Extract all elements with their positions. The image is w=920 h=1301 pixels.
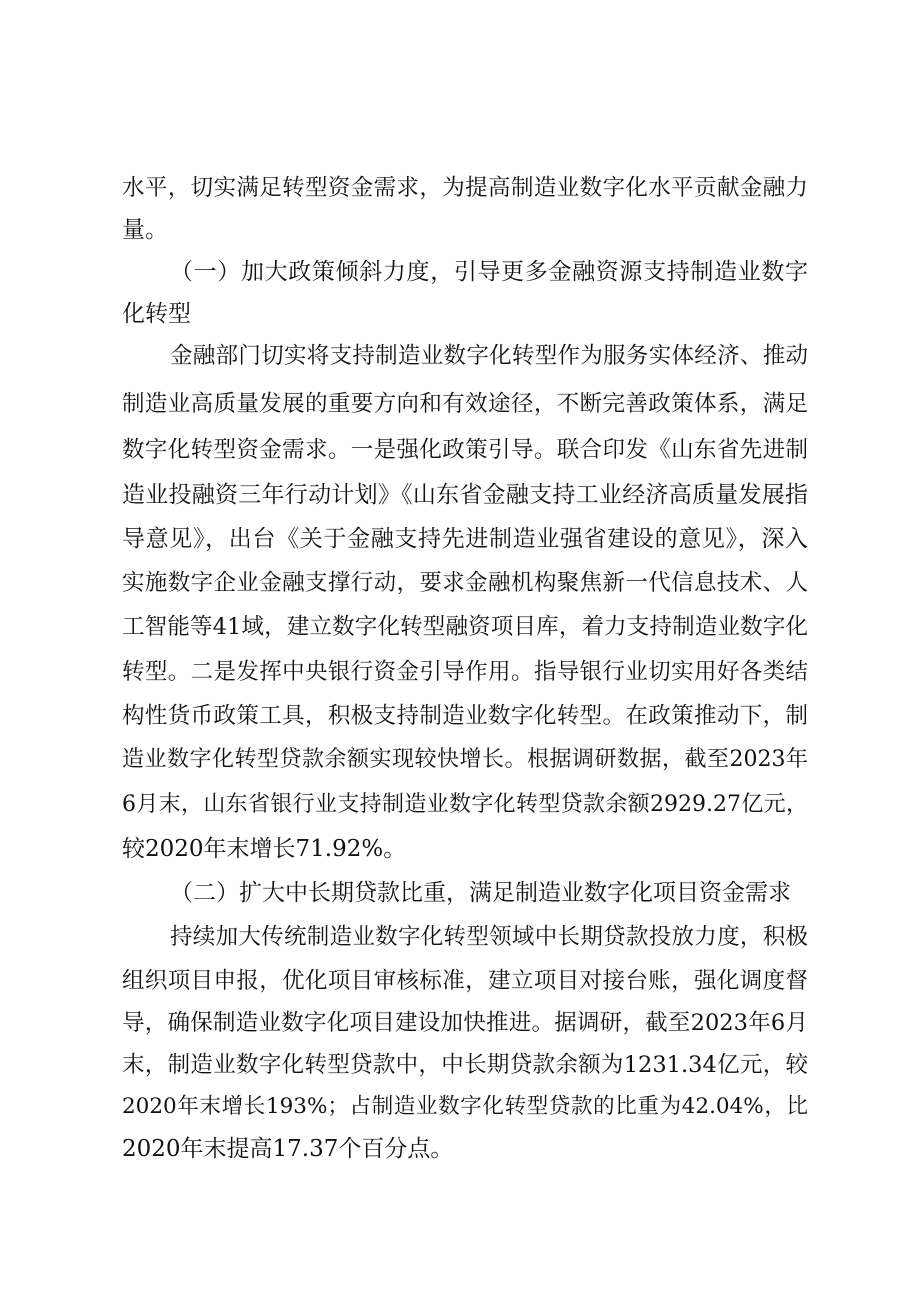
- paragraph-3-line-4: 末，制造业数字化转型贷款中，中长期贷款余额为1231.34亿元，较: [122, 1052, 808, 1078]
- heading-2-line-1: （二）扩大中长期贷款比重，满足制造业数字化项目资金需求: [170, 880, 791, 906]
- paragraph-2-line-6: 实施数字企业金融支撑行动，要求金融机构聚焦新一代信息技术、人: [122, 570, 808, 596]
- paragraph-2-line-3: 数字化转型资金需求。一是强化政策引导。联合印发《山东省先进制: [122, 437, 808, 463]
- paragraph-2-line-8: 转型。二是发挥中央银行资金引导作用。指导银行业切实用好各类结: [122, 659, 808, 685]
- paragraph-3-line-3: 导，确保制造业数字化项目建设加快推进。据调研，截至2023年6月: [122, 1010, 808, 1036]
- paragraph-1-line-1: 水平，切实满足转型资金需求，为提高制造业数字化水平贡献金融力: [122, 175, 808, 201]
- paragraph-3-line-6: 2020年末提高17.37个百分点。: [122, 1136, 454, 1162]
- paragraph-3-line-1: 持续加大传统制造业数字化转型领域中长期贷款投放力度，积极: [170, 924, 808, 950]
- paragraph-2-line-11: 6月末，山东省银行业支持制造业数字化转型贷款余额2929.27亿元，: [122, 792, 808, 817]
- paragraph-1-line-2: 量。: [122, 217, 168, 243]
- paragraph-3-line-2: 组织项目申报，优化项目审核标准，建立项目对接台账，强化调度督: [122, 968, 808, 994]
- paragraph-2-line-1: 金融部门切实将支持制造业数字化转型作为服务实体经济、推动: [170, 343, 808, 369]
- paragraph-3-line-5: 2020年末增长193%；占制造业数字化转型贷款的比重为42.04%，比: [122, 1094, 808, 1119]
- paragraph-2-line-5: 导意见》，出台《关于金融支持先进制造业强省建设的意见》，深入: [122, 526, 808, 552]
- paragraph-2-line-2: 制造业高质量发展的重要方向和有效途径，不断完善政策体系，满足: [122, 391, 808, 417]
- paragraph-2-line-10: 造业数字化转型贷款余额实现较快增长。根据调研数据，截至2023年: [122, 747, 808, 772]
- paragraph-2-line-12: 较2020年末增长71.92%。: [122, 836, 407, 862]
- paragraph-2-line-9: 构性货币政策工具，积极支持制造业数字化转型。在政策推动下，制: [122, 703, 808, 729]
- paragraph-2-line-4: 造业投融资三年行动计划》《山东省金融支持工业经济高质量发展指: [122, 482, 808, 508]
- heading-1-line-2: 化转型: [122, 301, 191, 327]
- heading-1-line-1: （一）加大政策倾斜力度，引导更多金融资源支持制造业数字: [170, 259, 808, 285]
- paragraph-2-line-7: 工智能等41域，建立数字化转型融资项目库，着力支持制造业数字化: [122, 614, 808, 640]
